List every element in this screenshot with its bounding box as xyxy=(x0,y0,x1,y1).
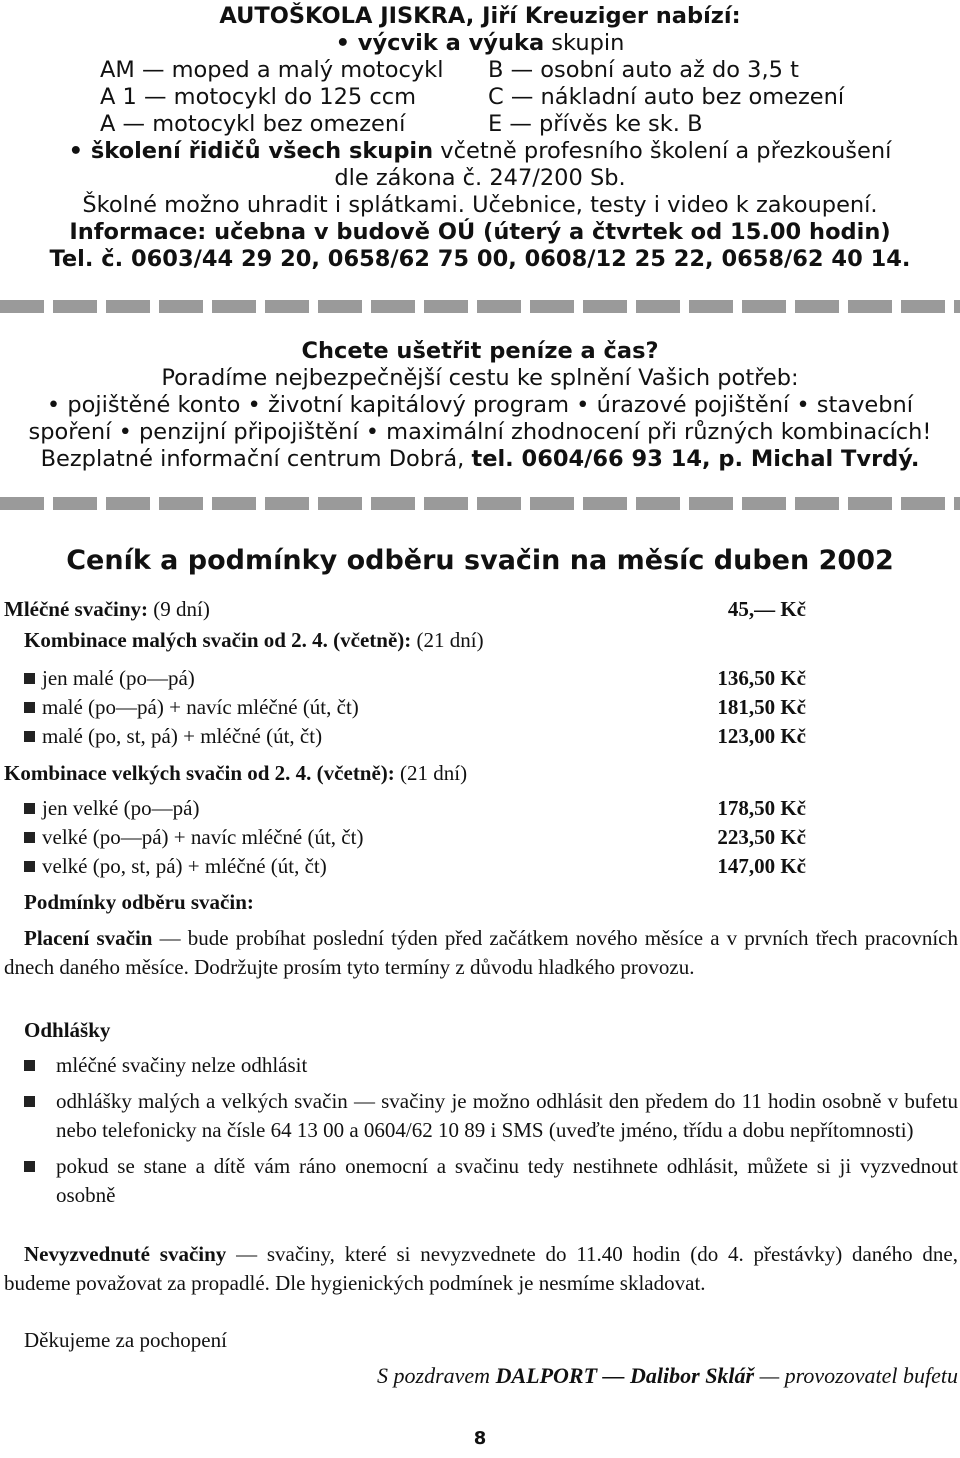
payment-text: — bude probíhat poslední týden před začátkem nového měsíce a v prvních třech pracovních dnech daného měsíce. Dodržujte prosím tyto termíny z důvodu hladkého provozu. xyxy=(4,926,958,979)
list-item xyxy=(24,796,199,820)
category-row xyxy=(0,84,960,111)
item-label: velké (po—pá) + navíc mléčné (út, čt) xyxy=(42,825,364,849)
driver-training-suffix: včetně profesního školení a přezkoušení xyxy=(433,138,892,164)
item-price: 147,00 Kč xyxy=(717,854,806,878)
signature-name: DALPORT — Dalibor Sklář xyxy=(495,1363,755,1388)
insurance-products-1: • pojištěné konto • životní kapitálový program • úrazové pojištění • stavební xyxy=(46,392,914,418)
list-item xyxy=(24,724,322,748)
signature-greeting: S pozdravem xyxy=(377,1363,496,1388)
square-bullet-icon xyxy=(24,1161,35,1172)
info-line: Informace: učebna v budově OÚ (úterý a čtvrtek od 15.00 hodin) xyxy=(69,219,891,245)
insurance-intro: Poradíme nejbezpečnější cestu ke splnění Vašich potřeb: xyxy=(161,365,799,391)
conditions-heading: Podmínky odběru svačin: xyxy=(24,890,254,914)
category-right: E — přívěs ke sk. B xyxy=(488,111,703,137)
contact-text: Bezplatné informační centrum Dobrá, xyxy=(40,446,472,472)
insurance-heading: Chcete ušetřit peníze a čas? xyxy=(301,338,659,364)
item-label: malé (po, st, pá) + mléčné (út, čt) xyxy=(42,724,323,748)
law-reference: dle zákona č. 247/200 Sb. xyxy=(334,165,626,191)
small-combo-label: Kombinace malých svačin od 2. 4. (včetně): xyxy=(24,628,412,652)
square-bullet-icon xyxy=(24,731,35,742)
category-right: C — nákladní auto bez omezení xyxy=(488,84,845,110)
milk-snacks-days: (9 dní) xyxy=(148,597,210,621)
dashed-divider xyxy=(0,300,960,313)
item-price: 178,50 Kč xyxy=(717,796,806,820)
signature xyxy=(377,1364,958,1388)
milk-snacks-row xyxy=(4,597,210,621)
insurance-ad xyxy=(0,338,960,473)
category-right: B — osobní auto až do 3,5 t xyxy=(488,57,799,83)
uncollected-label: Nevyzvednuté svačiny xyxy=(24,1242,227,1266)
square-bullet-icon xyxy=(24,1060,35,1071)
list-item xyxy=(24,1152,958,1210)
insurance-contact xyxy=(0,446,960,473)
item-price: 123,00 Kč xyxy=(717,724,806,748)
square-bullet-icon xyxy=(24,832,35,843)
driver-training-line xyxy=(0,138,960,165)
item-text: odhlášky malých a velkých svačin — svačiny je možno odhlásit den předem do 11 hodin osobně v bufetu nebo telefonicky na čísle 64 13 00 a 0604/62 10 89 i SMS (uveďte jméno, třídu a dobu nepřítomnosti) xyxy=(56,1089,958,1142)
item-price: 136,50 Kč xyxy=(717,666,806,690)
uncollected-paragraph xyxy=(4,1240,958,1298)
list-item xyxy=(24,1087,958,1145)
square-bullet-icon xyxy=(24,803,35,814)
uncollected-text: — svačiny, které si nevyzvednete do 11.40 hodin (do 4. přestávky) daného dne, budeme považovat za propadlé. Dle hygienických podmínek je nesmíme skladovat. xyxy=(4,1242,958,1295)
cancellation-heading: Odhlášky xyxy=(24,1018,111,1042)
driver-training-label: • školení řidičů všech skupin xyxy=(68,138,434,164)
category-row xyxy=(0,111,960,138)
signature-role: — provozovatel bufetu xyxy=(754,1363,958,1388)
driving-school-ad xyxy=(0,0,960,273)
large-combo-days: (21 dní) xyxy=(394,761,468,785)
category-left: A 1 — motocykl do 125 ccm xyxy=(100,84,417,110)
insurance-products-2: spoření • penzijní připojištění • maximální zhodnocení při různých kombinacích! xyxy=(28,419,932,445)
square-bullet-icon xyxy=(24,702,35,713)
item-label: jen velké (po—pá) xyxy=(42,796,200,820)
milk-snacks-label: Mléčné svačiny: xyxy=(4,597,149,621)
phone-line: Tel. č. 0603/44 29 20, 0658/62 75 00, 0608/12 25 22, 0658/62 40 14. xyxy=(49,246,911,272)
large-combo-label: Kombinace velkých svačin od 2. 4. (včetně): xyxy=(4,761,395,785)
list-item xyxy=(24,1051,958,1080)
training-suffix: skupin xyxy=(544,30,625,56)
dashed-divider xyxy=(0,497,960,510)
milk-snacks-price: 45,— Kč xyxy=(727,597,806,621)
square-bullet-icon xyxy=(24,1096,35,1107)
item-text: mléčné svačiny nelze odhlásit xyxy=(56,1053,308,1077)
contact-phone: tel. 0604/66 93 14, p. Michal Tvrdý. xyxy=(471,446,920,472)
list-item xyxy=(24,695,359,719)
training-label: • výcvik a výuka xyxy=(335,30,545,56)
fees-note: Školné možno uhradit i splátkami. Učebnice, testy i video k zakoupení. xyxy=(82,192,878,218)
category-row xyxy=(0,57,960,84)
item-label: jen malé (po—pá) xyxy=(42,666,195,690)
small-combo-heading xyxy=(24,628,484,652)
item-label: malé (po—pá) + navíc mléčné (út, čt) xyxy=(42,695,359,719)
payment-paragraph xyxy=(4,924,958,982)
thanks-line: Děkujeme za pochopení xyxy=(24,1328,227,1352)
page-number: 8 xyxy=(473,1428,487,1449)
item-text: pokud se stane a dítě vám ráno onemocní a svačinu tedy nestihnete odhlásit, můžete si ji vyzvednout osobně xyxy=(56,1154,958,1207)
training-line xyxy=(0,30,960,57)
cancellation-list xyxy=(24,1051,958,1217)
category-left: AM — moped a malý motocykl xyxy=(100,57,444,83)
large-combo-heading xyxy=(4,761,467,785)
square-bullet-icon xyxy=(24,673,35,684)
item-price: 181,50 Kč xyxy=(717,695,806,719)
item-price: 223,50 Kč xyxy=(717,825,806,849)
list-item xyxy=(24,825,363,849)
small-combo-days: (21 dní) xyxy=(411,628,484,652)
list-item xyxy=(24,666,195,690)
category-left: A — motocykl bez omezení xyxy=(100,111,406,137)
driving-school-title: AUTOŠKOLA JISKRA, Jiří Kreuziger nabízí: xyxy=(219,3,741,29)
list-item xyxy=(24,854,327,878)
square-bullet-icon xyxy=(24,861,35,872)
payment-label: Placení svačin xyxy=(24,926,153,950)
price-list-title: Ceník a podmínky odběru svačin na měsíc duben 2002 xyxy=(66,545,894,576)
item-label: velké (po, st, pá) + mléčné (út, čt) xyxy=(42,854,327,878)
